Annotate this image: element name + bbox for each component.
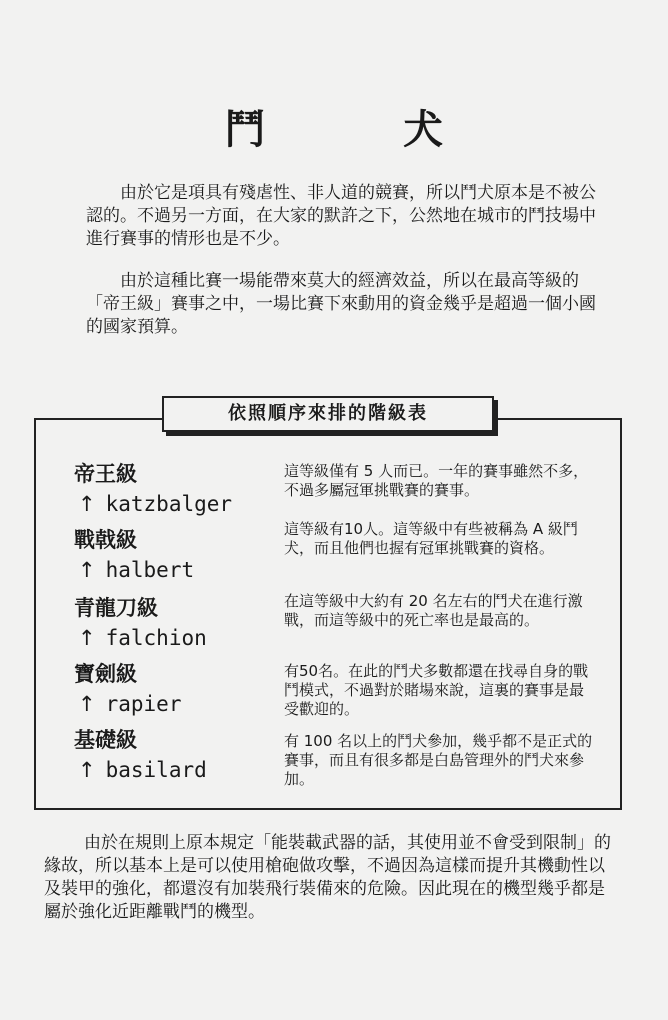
up-arrow-icon: ↑ [78,692,96,716]
rank-name-sword-class: 寶劍級 [74,661,137,686]
weapon-label: rapier [105,692,182,716]
rank-name-halberd-class: 戰戟級 [74,527,137,552]
rank-name-emperor: 帝王級 [74,461,137,486]
rank-weapon-falchion [78,626,207,650]
rank-weapon-katzbalger [78,492,232,516]
rank-name-basic-class: 基礎級 [74,727,137,752]
rank-description-dragon-blade-class: 在這等級中大約有 20 名左右的鬥犬在進行激戰，而這等級中的死亡率也是最高的。 [284,592,583,629]
rank-weapon-basilard [78,758,207,782]
weapon-label: katzbalger [105,492,233,516]
up-arrow-icon: ↑ [78,758,96,782]
up-arrow-icon: ↑ [78,492,96,516]
rank-weapon-rapier [78,692,181,716]
rank-description-emperor: 這等級僅有 5 人而已。一年的賽事雖然不多，不過多屬冠軍挑戰賽的賽事。 [284,462,589,499]
weapon-label: basilard [105,758,207,782]
rank-weapon-halbert [78,558,194,582]
intro-paragraph-1: 由於它是項具有殘虐性、非人道的競賽，所以鬥犬原本是不被公認的。不過另一方面，在大家的默許之下，公然地在城市的鬥技場中進行賽事的情形也是不少。 [86,183,596,249]
closing-paragraph: 由於在規則上原本規定「能裝載武器的話，其使用並不會受到限制」的緣故，所以基本上是可以使用槍砲做攻擊，不過因為這樣而提升其機動性以及裝甲的強化，都還沒有加裝飛行裝備來的危險。因此現在的機型幾乎都是屬於強化近距離戰鬥的機型。 [44,833,611,922]
rank-description-basic-class: 有 100 名以上的鬥犬參加，幾乎都不是正式的賽事，而且有很多都是白島管理外的鬥犬來參加。 [284,732,593,788]
rank-name-dragon-blade-class: 青龍刀級 [74,595,158,620]
rank-description-halberd-class: 這等級有10人。這等級中有些被稱為 A 級鬥犬，而且他們也握有冠軍挑戰賽的資格。 [284,520,578,557]
intro-paragraph-2: 由於這種比賽一場能帶來莫大的經濟效益，所以在最高等級的「帝王級」賽事之中，一場比賽下來動用的資金幾乎是超過一個小國的國家預算。 [86,271,596,337]
up-arrow-icon: ↑ [78,558,96,582]
weapon-label: halbert [105,558,195,582]
rank-table-title: 依照順序來排的階級表 [162,396,494,432]
rank-description-sword-class: 有50名。在此的鬥犬多數都還在找尋自身的戰鬥模式，不過對於賭場來說，這裏的賽事是最受歡迎的。 [284,662,589,718]
weapon-label: falchion [105,626,207,650]
page-title: 鬥 犬 [225,106,505,153]
up-arrow-icon: ↑ [78,626,96,650]
